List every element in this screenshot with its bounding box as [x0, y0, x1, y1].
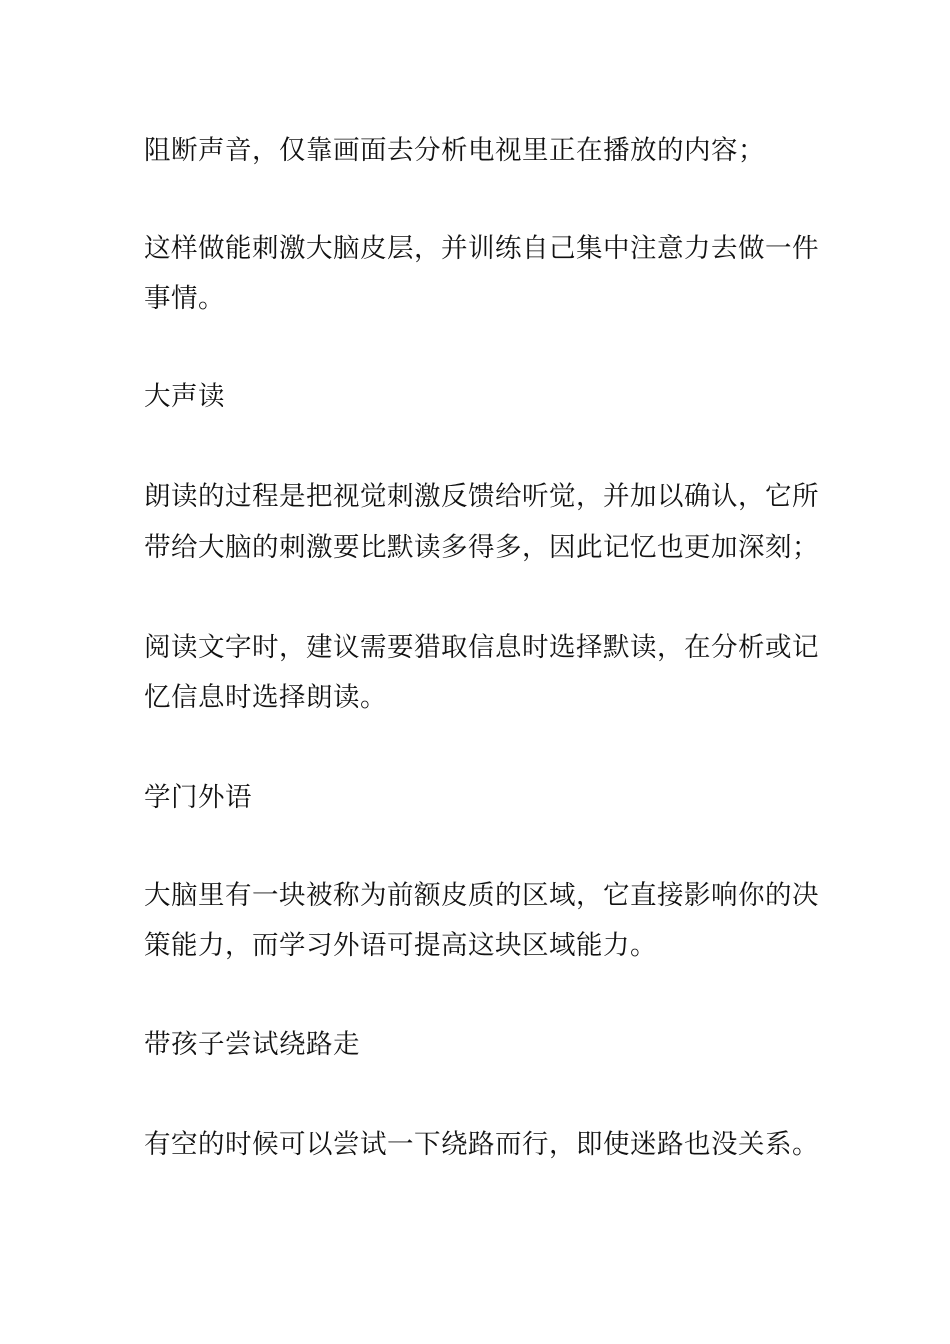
section-heading: 带孩子尝试绕路走 — [144, 1029, 360, 1060]
paragraph-line: 阅读文字时，建议需要猎取信息时选择默读，在分析或记 — [144, 632, 819, 663]
paragraph-line: 大脑里有一块被称为前额皮质的区域，它直接影响你的决 — [144, 880, 819, 911]
section-heading: 学门外语 — [144, 782, 252, 813]
paragraph-line: 朗读的过程是把视觉刺激反馈给听觉，并加以确认，它所 — [144, 481, 819, 512]
paragraph-line: 事情。 — [144, 283, 225, 314]
paragraph-line: 带给大脑的刺激要比默读多得多，因此记忆也更加深刻； — [144, 532, 819, 563]
paragraph-line: 这样做能刺激大脑皮层，并训练自己集中注意力去做一件 — [144, 233, 819, 264]
paragraph-line: 策能力，而学习外语可提高这块区域能力。 — [144, 930, 657, 961]
section-heading: 大声读 — [144, 381, 225, 412]
paragraph-line: 阻断声音，仅靠画面去分析电视里正在播放的内容； — [144, 135, 765, 166]
paragraph-line: 忆信息时选择朗读。 — [144, 682, 387, 713]
paragraph-line: 有空的时候可以尝试一下绕路而行，即使迷路也没关系。 — [144, 1129, 819, 1160]
